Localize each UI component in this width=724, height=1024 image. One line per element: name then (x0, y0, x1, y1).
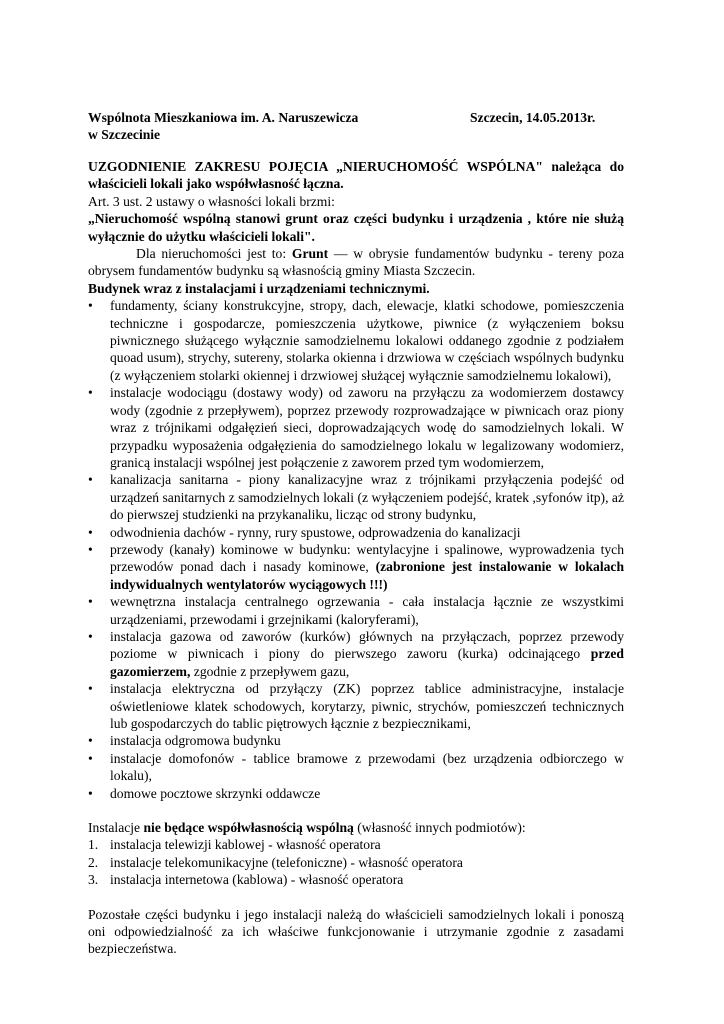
list-item-text: instalacja internetowa (kablowa) - własność operatora (110, 872, 404, 888)
list-item-text: instalacja odgromowa budynku (110, 733, 281, 749)
non-common-suffix: (własność innych podmiotów): (353, 820, 526, 836)
document-date: Szczecin, 14.05.2013r. (470, 110, 596, 125)
bullet-icon: • (88, 785, 93, 801)
non-common-bold: nie będące współwłasnością wspólną (143, 820, 354, 836)
list-item (88, 732, 624, 749)
land-bold: Grunt (291, 246, 329, 262)
bullet-icon: • (88, 298, 93, 314)
bullet-icon: • (88, 541, 93, 557)
document-page (88, 109, 624, 958)
bullet-icon: • (88, 733, 93, 749)
list-item-text: instalacja gazowa od zaworów (kurków) głównych na przyłączach, poprzez przewody poziome w piwnicach i piony do pierwszego zaworu (kurka) odcinającego (110, 628, 624, 662)
list-number: 3. (88, 872, 99, 888)
list-item (88, 871, 624, 888)
bullet-icon: • (88, 750, 93, 766)
list-item-text: domowe pocztowe skrzynki oddawcze (110, 785, 321, 801)
non-common-heading (88, 819, 624, 836)
non-common-list (88, 836, 624, 888)
bullet-icon: • (88, 472, 93, 488)
list-item (88, 384, 624, 471)
list-item (88, 593, 624, 628)
list-item-text: instalacja telewizji kablowej - własność operatora (110, 837, 381, 853)
list-item-text: instalacje wodociągu (dostawy wody) od zaworu na przyłączu za wodomierzem dostawcy wody (zgodnie z przepływem), poprzez przewody rozprowadzające w piwnicach oraz piony wraz z trójnikami odgałęzień sieci, doprowadzających wodę do samodzielnych lokali. W przypadku wyposażenia odgałęzienia do samodzielnego lokalu w legalizowany wodomierz, granicą instalacji wspólnej jest połączenie z zaworem przed tym wodomierzem, (110, 385, 624, 470)
list-item (88, 750, 624, 785)
land-rest: — w obrysie fundamentów budynku - tereny poza obrysem fundamentów budynku są własnością gminy Miasta Szczecin. (88, 246, 625, 279)
legal-quote: „Nieruchomość wspólną stanowi grunt oraz części budynku i urządzenia , które nie służą wyłącznie do użytku właścicieli lokali". (88, 211, 624, 244)
list-item-text: fundamenty, ściany konstrukcyjne, stropy, dach, elewacje, klatki schodowe, pomieszczenia techniczne i gospodarcze, pomieszczenia użytkowe, piwnice (z wyłączeniem boksu piwnicznego służącego wyłącznie samodzielnemu lokalowi oddanego zgodnie z podziałem quoad usum), strychy, sutereny, stolarka okienna i drzwiowa w częściach wspólnych budynku (z wyłączeniem stolarki okiennej i drzwiowej służącej wyłącznie samodzielnemu lokalowi), (110, 298, 624, 383)
list-item-text: instalacje telekomunikacyjne (telefoniczne) - własność operatora (110, 854, 463, 870)
list-number: 2. (88, 854, 99, 870)
land-paragraph (88, 245, 624, 280)
list-item-text: instalacje domofonów - tablice bramowe z przewodami (bez urządzenia odbiorczego w lokalu), (110, 750, 624, 784)
organization-name: Wspólnota Mieszkaniowa im. A. Naruszewicza (88, 110, 359, 125)
list-item (88, 854, 624, 871)
list-item (88, 471, 624, 523)
land-prefix: Dla nieruchomości jest to: (136, 246, 292, 262)
list-item (88, 680, 624, 732)
list-item-emphasis: przed gazomierzem, (110, 646, 624, 679)
common-elements-list (88, 297, 624, 802)
list-item (88, 297, 624, 384)
closing-paragraph: Pozostałe części budynku i jego instalacji należą do właścicieli samodzielnych lokali i ponoszą oni odpowiedzialność za ich właściwe funkcjonowanie i utrzymanie zgodnie z zasadami bezpieczeństwa. (88, 906, 624, 957)
list-item (88, 785, 624, 802)
letterhead (88, 109, 624, 144)
document-title: UZGODNIENIE ZAKRESU POJĘCIA „NIERUCHOMOŚĆ WSPÓLNA" należąca do właścicieli lokali jako współwłasność łączna. (88, 159, 624, 192)
list-item-warning: (zabronione jest instalowanie w lokalach indywidualnych wentylatorów wyciągowych !!!) (110, 559, 624, 592)
list-item-tail: zgodnie z przepływem gazu, (190, 663, 350, 679)
bullet-icon: • (88, 628, 93, 644)
list-number: 1. (88, 837, 99, 853)
bullet-icon: • (88, 524, 93, 540)
list-item (88, 524, 624, 541)
bullet-icon: • (88, 681, 93, 697)
article-reference: Art. 3 ust. 2 ustawy o własności lokali brzmi: (88, 193, 335, 209)
list-item-text: odwodnienia dachów - rynny, rury spustowe, odprowadzenia do kanalizacji (110, 524, 521, 540)
list-item-text: kanalizacja sanitarna - piony kanalizacyjne wraz z trójnikami przyłączenia podejść od urządzeń sanitarnych z samodzielnych lokali (z wyłączeniem podejść, kratek ,syfonów itp), aż do pierwszej studzienki na przykanaliku, licząc od strony budynku, (110, 472, 624, 523)
list-item-text: przewody (kanały) kominowe w budynku: wentylacyjne i spalinowe, wyprowadzenia tych przewodów ponad dach i nasady kominowe, (110, 541, 624, 575)
list-item (88, 836, 624, 853)
bullet-icon: • (88, 385, 93, 401)
list-item-text: instalacja elektryczna od przyłączy (ZK) poprzez tablice administracyjne, instalacje oświetleniowe klatek schodowych, korytarzy, piwnic, strychów, pomieszczeń technicznych lub gospodarczych do tablic piętrowych łącznie z bezpiecznikami, (110, 681, 624, 731)
list-item-text: wewnętrzna instalacja centralnego ogrzewania - cała instalacja łącznie ze wszystkimi urządzeniami, przewodami i grzejnikami (kaloryferami), (110, 594, 624, 627)
organization-city: w Szczecinie (88, 127, 161, 143)
list-item (88, 541, 624, 593)
list-item (88, 628, 624, 680)
building-heading: Budynek wraz z instalacjami i urządzeniami technicznymi. (88, 280, 430, 296)
non-common-prefix: Instalacje (88, 820, 144, 836)
bullet-icon: • (88, 594, 93, 610)
